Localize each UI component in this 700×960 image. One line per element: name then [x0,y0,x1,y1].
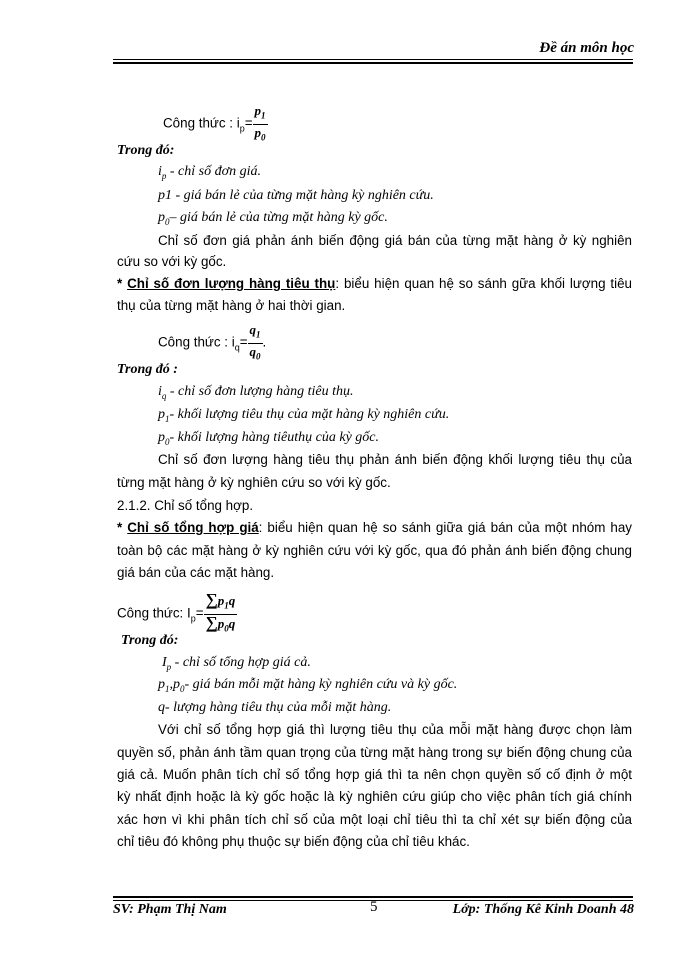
para-last-6: chỉ tiêu đó không phụ thuộc sự biến động của chỉ tiêu khác. [117,834,470,849]
page-number: 5 [370,899,378,915]
header-rule-thick [113,62,633,64]
def-iq: $i_q$ - chỉ số đơn lượng hàng tiêu thụ. [158,384,354,401]
para-3b: từng mặt hàng ở kỳ nghiên cứu so với kỳ gốc. [117,475,391,490]
footer-class: Lớp: Thống Kê Kinh Doanh 48 [452,902,634,917]
para-1a: Chỉ số đơn giá phản ánh biến động giá bán của từng mặt hàng ở kỳ nghiên [158,233,632,248]
fraction-sum: $\frac{\sum p_1q}{\sum p_0q}$ [205,590,236,634]
fraction-p1-p0: $\frac{p_1}{p_0}$ [254,103,266,143]
para-last-5: xác hơn vì khi phân tích chỉ số của một loại chỉ tiêu thì ta chỉ xét sự biến động của [117,812,632,827]
def-p0: $p_0-$ giá bán lẻ của từng mặt hàng kỳ gốc. [158,210,388,227]
price-index-line2: toàn bộ các mặt hàng ở kỳ nghiên cứu với kỳ gốc, qua đó phản ánh biến động chung [117,543,632,558]
section-heading-2-1-2: 2.1.2. Chỉ số tổng hợp. [117,498,254,513]
footer-student: SV: Phạm Thị Nam [113,902,227,917]
def-p1-quantity: $p_1-$ khối lượng tiêu thụ của mặt hàng kỳ nghiên cứu. [158,407,450,424]
footer-rule-thick [113,896,633,898]
def-ip: $i_p$ - chỉ số đơn giá. [158,164,261,181]
header-title: Đề án môn học [539,40,634,56]
para-1b: cứu so với kỳ gốc. [117,254,227,269]
para-last-1: Với chỉ số tổng hợp giá thì lượng tiêu thụ của mỗi mặt hàng được chọn làm [158,722,632,737]
fraction-q1-q0: $\frac{q_1}{q_0}$ [249,322,261,362]
header-rule [113,59,633,60]
quantity-index-heading: * Chỉ số đơn lượng hàng tiêu thụ: biểu hiện quan hệ so sánh gữa khối lượng tiêu [117,276,632,291]
quantity-index-line2: thụ của từng mặt hàng ở hai thời gian. [117,298,346,313]
formula-iq: Công thức : $i_q=$ $\frac{q_1}{q_0}$ . [158,322,673,364]
def-p1-p0: $p_1,p_0-$ giá bán mỗi mặt hàng kỳ nghiên cứu và kỳ gốc. [158,677,458,694]
para-last-2: quyền số, phản ánh tầm quan trọng của từng mặt hàng trong sự biến động chung của [117,745,632,760]
where-label-3: Trong đó: [121,633,179,648]
def-Ip: $I_p$ - chỉ số tổng hợp giá cả. [162,655,311,672]
def-q: q- lượng hàng tiêu thụ của mỗi mặt hàng. [158,700,392,715]
price-index-heading: * Chỉ số tổng hợp giá: biểu hiện quan hệ so sánh giữa giá bán của một nhóm hay [117,520,632,535]
para-last-4: kỳ nhất định hoặc là kỳ gốc hoặc là kỳ nghiên cứu giúp cho việc phân tích giá chính [117,789,632,804]
where-label-2: Trong đó : [117,362,178,377]
def-p0-quantity: $p_0-$ khối lượng hàng tiêuthụ của kỳ gốc. [158,430,380,447]
where-label-1: Trong đó: [117,143,175,158]
para-last-3: giá cả. Muốn phân tích chỉ số tổng hợp giá thì ta nên chọn quyền số cố định ở một [117,767,632,782]
price-index-line3: giá bán của các mặt hàng. [117,565,275,580]
def-p1: p1 - giá bán lẻ của từng mặt hàng kỳ nghiên cứu. [158,188,434,203]
para-3a: Chỉ số đơn lượng hàng tiêu thụ phản ánh biến động khối lượng tiêu thụ của [158,452,632,467]
formula-ip: Công thức : $i_p=$ $\frac{p_1}{p_0}$ [163,103,678,145]
formula-Ip: Công thức: $I_p=$ $\frac{\sum p_1q}{\sum p_0q}$ [117,592,632,636]
